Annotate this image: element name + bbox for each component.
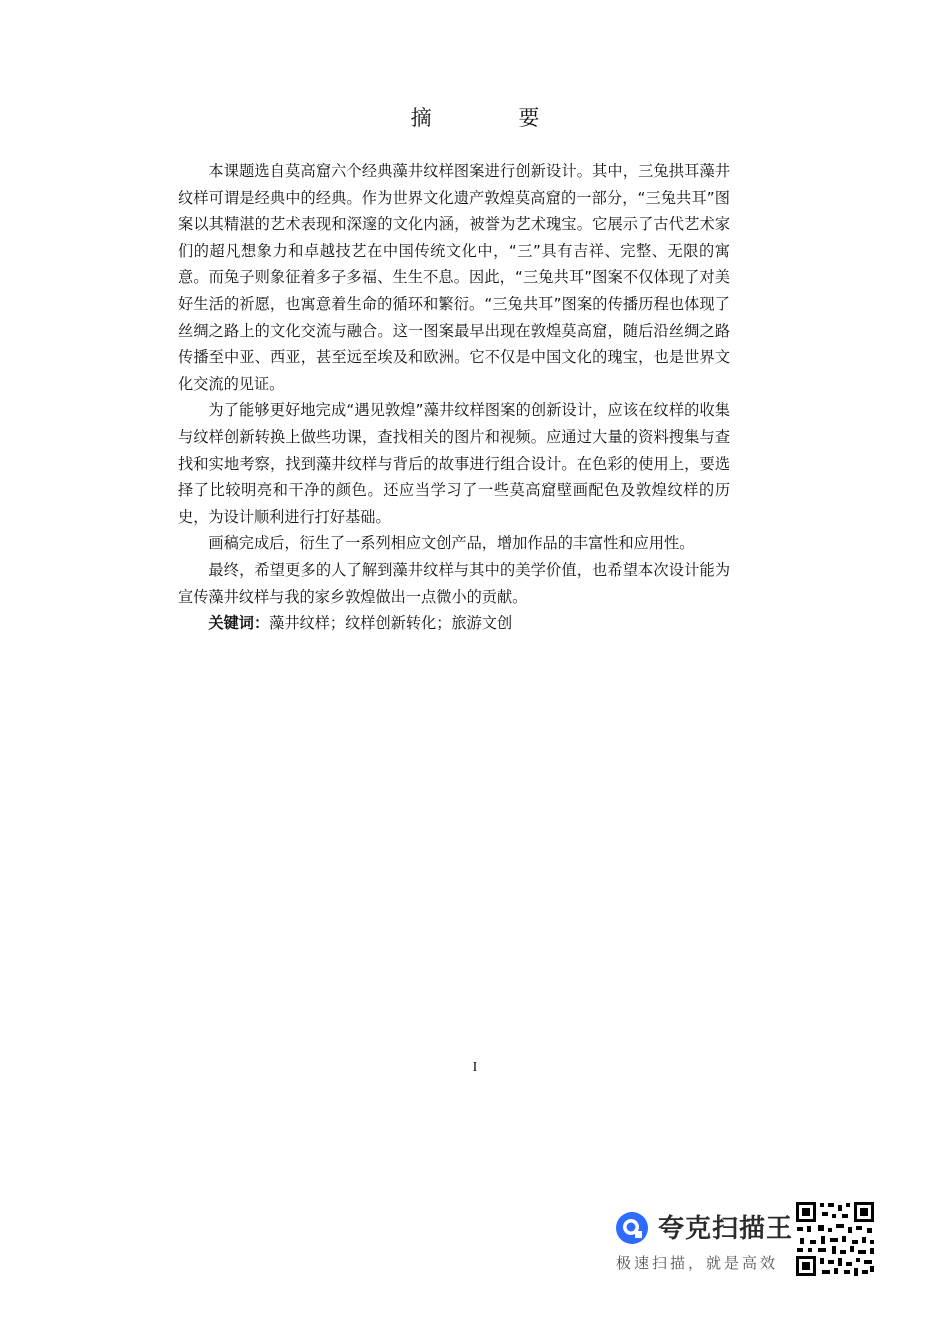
watermark-slogan: 极速扫描，就是高效 [616, 1254, 779, 1272]
keywords-line [178, 610, 730, 637]
abstract-body [178, 158, 730, 637]
keywords-label: 关键词： [208, 614, 270, 633]
scanner-watermark [614, 1200, 878, 1280]
paragraph-2: 为了能够更好地完成“遇见敦煌”藻井纹样图案的创新设计，应该在纹样的收集与纹样创新转换上做些功课，查找相关的图片和视频。应通过大量的资料搜集与查找和实地考察，找到藻井纹样与背后的故事进行组合设计。在色彩的使用上，要选择了比较明亮和干净的颜色。还应当学习了一些莫高窟壁画配色及敦煌纹样的历史，为设计顺利进行打好基础。 [178, 401, 730, 526]
paragraph-1: 本课题选自莫高窟六个经典藻井纹样图案进行创新设计。其中，三兔拱耳藻井纹样可谓是经典中的经典。作为世界文化遗产敦煌莫高窟的一部分，“三兔共耳”图案以其精湛的艺术表现和深邃的文化内涵，被誉为艺术瑰宝。它展示了古代艺术家们的超凡想象力和卓越技艺在中国传统文化中，“三”具有吉祥、完整、无限的寓意。而兔子则象征着多子多福、生生不息。因此，“三兔共耳”图案不仅体现了对美好生活的祈愿，也寓意着生命的循环和繁衍。“三兔共耳”图案的传播历程也体现了丝绸之路上的文化交流与融合。这一图案最早出现在敦煌莫高窟，随后沿丝绸之路传播至中亚、西亚，甚至远至埃及和欧洲。它不仅是中国文化的瑰宝，也是世界文化交流的见证。 [178, 162, 730, 393]
watermark-brand: 夸克扫描王 [658, 1214, 794, 1244]
paragraph-4: 最终，希望更多的人了解到藻井纹样与其中的美学价值，也希望本次设计能为宣传藻井纹样与我的家乡敦煌做出一点微小的贡献。 [178, 560, 730, 606]
qr-code-icon [794, 1200, 876, 1278]
keywords-value: 藻井纹样；纹样创新转化；旅游文创 [269, 614, 513, 633]
page-title: 摘 要 [410, 106, 580, 130]
page-number: I [472, 1060, 478, 1075]
paragraph-3: 画稿完成后，衍生了一系列相应文创产品，增加作品的丰富性和应用性。 [208, 534, 695, 553]
quark-logo-icon [614, 1210, 650, 1246]
